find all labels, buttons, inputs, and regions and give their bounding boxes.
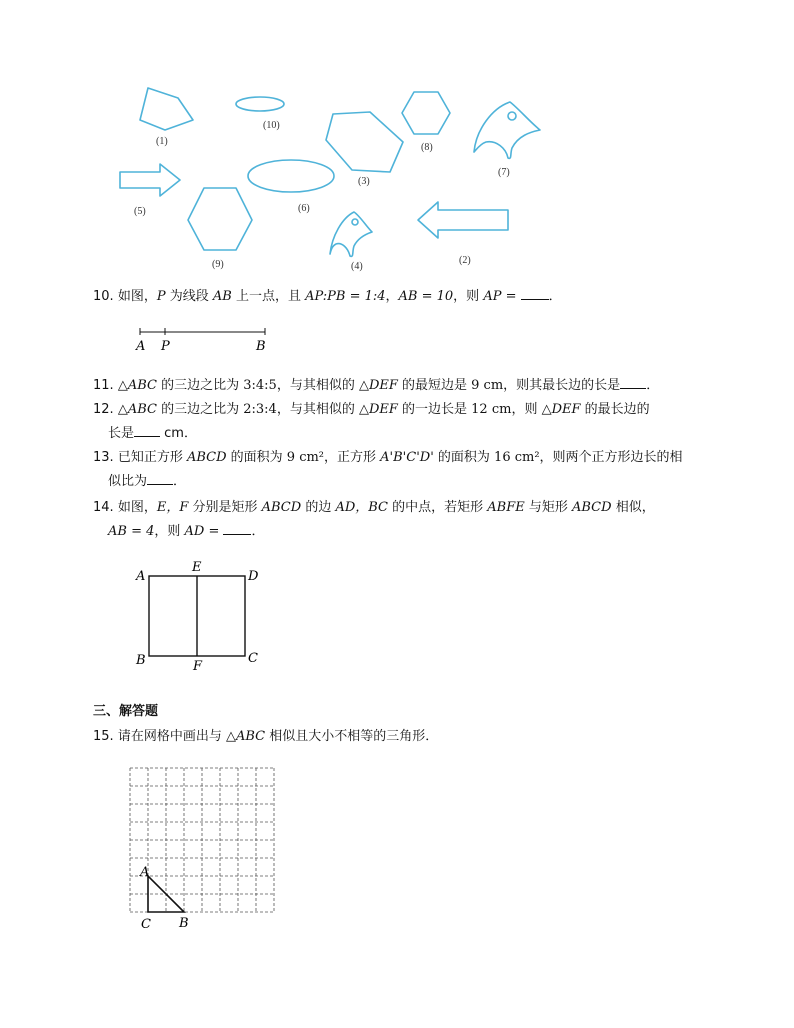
q12-number: 12. xyxy=(93,402,114,417)
question-12-line-2 xyxy=(108,422,728,446)
shape-label-9: (9) xyxy=(212,259,224,270)
question-14-line-2 xyxy=(108,520,728,544)
q15-triangle-abc-shape xyxy=(148,876,184,912)
q14-text: 与矩形 xyxy=(524,500,572,515)
q15-text: 请在网格中画出与 xyxy=(117,729,226,744)
q14-text: 相似， xyxy=(611,500,655,515)
q13-square-prime: A'B'C'D' xyxy=(380,450,434,465)
q11-text: ，则其最长边的长是 xyxy=(503,378,621,393)
q13-text: 的面积为 xyxy=(433,450,495,465)
q14-label-b: B xyxy=(136,653,146,668)
q12-ratio: 2:3:4 xyxy=(243,402,277,417)
q11-ratio: 3:4:5 xyxy=(243,378,277,393)
q13-answer-blank xyxy=(147,470,173,485)
q12-answer-blank xyxy=(134,422,160,437)
q14-text: 分别是矩形 xyxy=(188,500,262,515)
q14-rect-abcd: ABCD xyxy=(261,500,302,515)
q15-text: 相似且大小不相等的三角形． xyxy=(265,729,439,744)
shape-4-eye xyxy=(352,219,358,225)
shape-5-arrow xyxy=(120,164,180,196)
shape-7-eye xyxy=(508,112,516,120)
q12-text: 长是 xyxy=(108,426,135,441)
q14-points-ef: E，F xyxy=(156,500,189,515)
q12-unit: cm． xyxy=(160,426,197,441)
q10-answer-blank xyxy=(521,285,549,300)
q11-text: 的最短边是 xyxy=(397,378,472,393)
q10-point-p: P xyxy=(156,289,166,304)
q10-text: ， xyxy=(385,289,399,304)
q11-end: ． xyxy=(646,378,660,393)
q13-text: ，则两个正方形边长的相 xyxy=(539,450,683,465)
shape-3-hexagon xyxy=(326,112,403,172)
q12-text: ，与其相似的 xyxy=(276,402,359,417)
question-13 xyxy=(93,446,713,470)
q10-ratio: AP:PB = 1:4 xyxy=(305,289,386,304)
q12-triangle-def-2: △DEF xyxy=(541,402,581,417)
q12-text: 的三边之比为 xyxy=(156,402,244,417)
q14-rect-abfe: ABFE xyxy=(487,500,525,515)
q12-value: 12 cm xyxy=(471,402,512,417)
q14-text: ，则 xyxy=(154,524,185,539)
question-14 xyxy=(93,496,713,520)
q10-text: ，则 xyxy=(453,289,484,304)
q13-text: 似比为 xyxy=(108,474,148,489)
q15-number: 15. xyxy=(93,729,114,744)
q10-end: ． xyxy=(548,289,562,304)
q10-label-p: P xyxy=(161,339,170,354)
shape-10-ellipse xyxy=(236,97,284,111)
q14-text: 如图， xyxy=(117,500,157,515)
q14-label-f: F xyxy=(193,659,203,674)
q10-segment-ab: AB xyxy=(212,289,232,304)
q10-segment-figure xyxy=(132,318,282,358)
question-12 xyxy=(93,398,713,422)
shape-label-3: (3) xyxy=(358,176,370,187)
q10-text: 如图， xyxy=(117,289,157,304)
q10-number: 10. xyxy=(93,289,114,304)
shape-label-5: (5) xyxy=(134,206,146,217)
shape-label-8: (8) xyxy=(421,142,433,153)
q10-ap-expression: AP = xyxy=(483,289,521,304)
q14-rect-abcd-2: ABCD xyxy=(572,500,612,515)
q12-triangle-abc: △ABC xyxy=(117,402,157,417)
shape-label-2: (2) xyxy=(459,255,471,266)
q14-answer-blank xyxy=(223,520,251,535)
q14-label-c: C xyxy=(248,651,258,666)
q11-value: 9 cm xyxy=(471,378,504,393)
q15-label-a: A xyxy=(140,865,150,880)
question-13-line-2 xyxy=(108,470,728,494)
shape-4-fish xyxy=(330,212,372,256)
q13-text: 已知正方形 xyxy=(117,450,187,465)
q12-triangle-def: △DEF xyxy=(358,402,398,417)
q13-end: ． xyxy=(173,474,187,489)
q14-ab-value: AB = 4 xyxy=(108,524,155,539)
q12-text: 的最长边的 xyxy=(580,402,650,417)
q13-number: 13. xyxy=(93,450,114,465)
q10-text: 上一点，且 xyxy=(231,289,306,304)
q13-text: ，正方形 xyxy=(324,450,381,465)
shape-label-6: (6) xyxy=(298,203,310,214)
shape-label-7: (7) xyxy=(498,167,510,178)
shape-7-fish xyxy=(474,102,540,158)
q11-answer-blank xyxy=(620,374,646,389)
q10-label-a: A xyxy=(136,339,146,354)
q14-sides: AD，BC xyxy=(335,500,389,515)
q12-text: ，则 xyxy=(511,402,542,417)
q15-label-c: C xyxy=(141,917,151,932)
question-11 xyxy=(93,374,713,398)
q14-rectangle-figure xyxy=(130,558,270,676)
q14-label-a: A xyxy=(136,569,146,584)
shapes-figure xyxy=(100,80,560,280)
q11-triangle-def: △DEF xyxy=(358,378,398,393)
q14-end: ． xyxy=(251,524,265,539)
shape-label-1: (1) xyxy=(156,136,168,147)
question-15 xyxy=(93,725,713,749)
q14-text: 的中点，若矩形 xyxy=(388,500,488,515)
q13-area-2: 16 cm² xyxy=(494,450,540,465)
q14-text: 的边 xyxy=(301,500,336,515)
q14-label-e: E xyxy=(192,560,202,575)
shape-8-hexagon xyxy=(402,92,450,134)
q15-triangle-abc: △ABC xyxy=(225,729,266,744)
shape-6-ellipse xyxy=(248,160,334,192)
q15-grid xyxy=(130,768,274,912)
q14-number: 14. xyxy=(93,500,114,515)
q11-number: 11. xyxy=(93,378,114,393)
section-title: 三、解答题 xyxy=(93,704,159,719)
q11-text: 的三边之比为 xyxy=(156,378,244,393)
q10-label-b: B xyxy=(256,339,266,354)
q13-text: 的面积为 xyxy=(226,450,287,465)
q11-triangle-abc: △ABC xyxy=(117,378,157,393)
question-10 xyxy=(93,285,713,309)
q15-grid-figure xyxy=(126,762,286,934)
shape-9-hexagon xyxy=(188,188,252,250)
q13-area-1: 9 cm² xyxy=(286,450,325,465)
q12-text: 的一边长是 xyxy=(397,402,472,417)
q11-text: ，与其相似的 xyxy=(276,378,359,393)
shape-label-10: (10) xyxy=(263,120,280,131)
q10-ab-value: AB = 10 xyxy=(398,289,454,304)
q15-label-b: B xyxy=(179,916,189,931)
q14-label-d: D xyxy=(248,569,259,584)
q10-text: 为线段 xyxy=(165,289,213,304)
shape-2-arrow xyxy=(418,202,508,238)
shape-label-4: (4) xyxy=(351,261,363,272)
q14-ad-expression: AD = xyxy=(184,524,224,539)
shape-1-pentagon xyxy=(140,88,193,130)
q13-square-abcd: ABCD xyxy=(186,450,227,465)
